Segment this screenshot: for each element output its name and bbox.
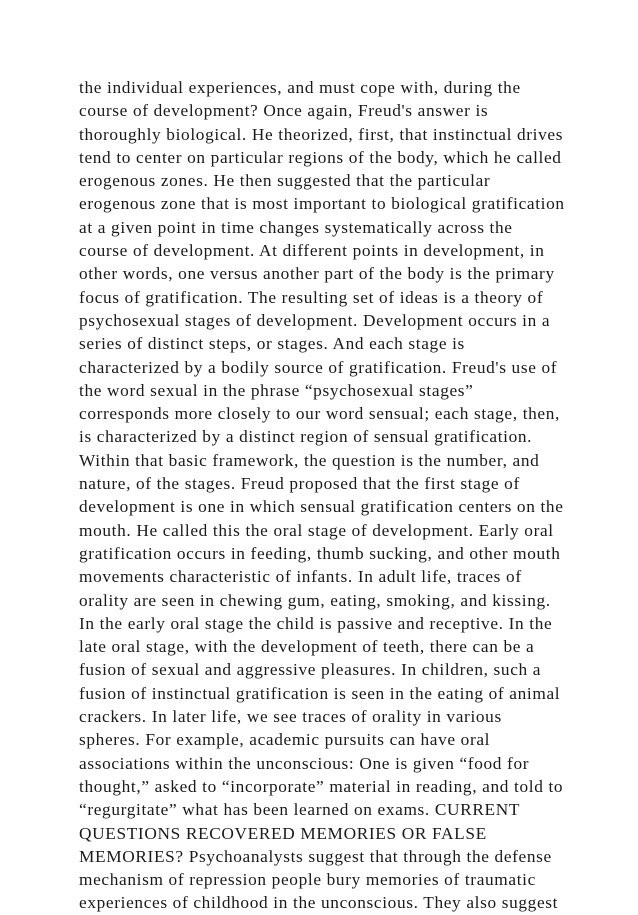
text-line: focus of gratification. The resulting set of ideas is a theory of: [79, 287, 544, 307]
text-line: nature, of the stages. Freud proposed that the first stage of: [79, 474, 520, 494]
text-line: psychosexual stages of development. Development occurs in a: [79, 310, 551, 330]
text-line: crackers. In later life, we see traces of orality in various: [79, 707, 502, 727]
text-line: erogenous zone that is most important to biological gratification: [79, 194, 565, 214]
text-line: spheres. For example, academic pursuits can have oral: [79, 730, 491, 750]
text-line: gratification occurs in feeding, thumb sucking, and other mouth: [79, 543, 561, 563]
text-line: erogenous zones. He then suggested that the particular: [79, 171, 491, 191]
text-line: series of distinct steps, or stages. And each stage is: [79, 334, 465, 354]
text-line: thought,” asked to “incorporate” material in reading, and told to: [79, 776, 564, 796]
text-line: mechanism of repression people bury memories of traumatic: [79, 870, 536, 890]
text-line: experiences of childhood in the unconscious. They also suggest: [79, 893, 559, 913]
text-line: Within that basic framework, the question is the number, and: [79, 450, 540, 470]
text-line: orality are seen in chewing gum, eating, smoking, and kissing.: [79, 590, 551, 610]
text-line: “regurgitate” what has been learned on exams. CURRENT: [79, 800, 521, 820]
text-line: MEMORIES? Psychoanalysts suggest that through the defense: [79, 846, 552, 866]
text-line: QUESTIONS RECOVERED MEMORIES OR FALSE: [79, 823, 487, 843]
text-line: characterized by a bodily source of gratification. Freud's use of: [79, 357, 558, 377]
text-line: tend to center on particular regions of the body, which he called: [79, 147, 562, 167]
text-line: course of development. At different points in development, in: [79, 241, 545, 261]
text-line: associations within the unconscious: One is given “food for: [79, 753, 530, 773]
text-line: at a given point in time changes systematically across the: [79, 217, 513, 237]
text-line: fusion of instinctual gratification is seen in the eating of animal: [79, 683, 561, 703]
text-line: corresponds more closely to our word sensual; each stage, then,: [79, 404, 561, 424]
text-line: the individual experiences, and must cope with, during the: [79, 78, 521, 97]
text-line: is characterized by a distinct region of sensual gratification.: [79, 427, 533, 447]
text-line: development is one in which sensual gratification centers on the: [79, 497, 564, 517]
text-line: late oral stage, with the development of teeth, there can be a: [79, 637, 535, 657]
text-line: the word sexual in the phrase “psychosexual stages”: [79, 380, 474, 400]
text-line: course of development? Once again, Freud's answer is: [79, 101, 489, 121]
text-line: movements characteristic of infants. In adult life, traces of: [79, 567, 522, 587]
text-line: In the early oral stage the child is passive and receptive. In the: [79, 613, 553, 633]
text-line: mouth. He called this the oral stage of development. Early oral: [79, 520, 554, 540]
body-text: [79, 76, 638, 915]
text-line: fusion of sexual and aggressive pleasures. In children, such a: [79, 660, 542, 680]
text-line: thoroughly biological. He theorized, first, that instinctual drives: [79, 124, 564, 144]
text-line: other words, one versus another part of the body is the primary: [79, 264, 555, 284]
